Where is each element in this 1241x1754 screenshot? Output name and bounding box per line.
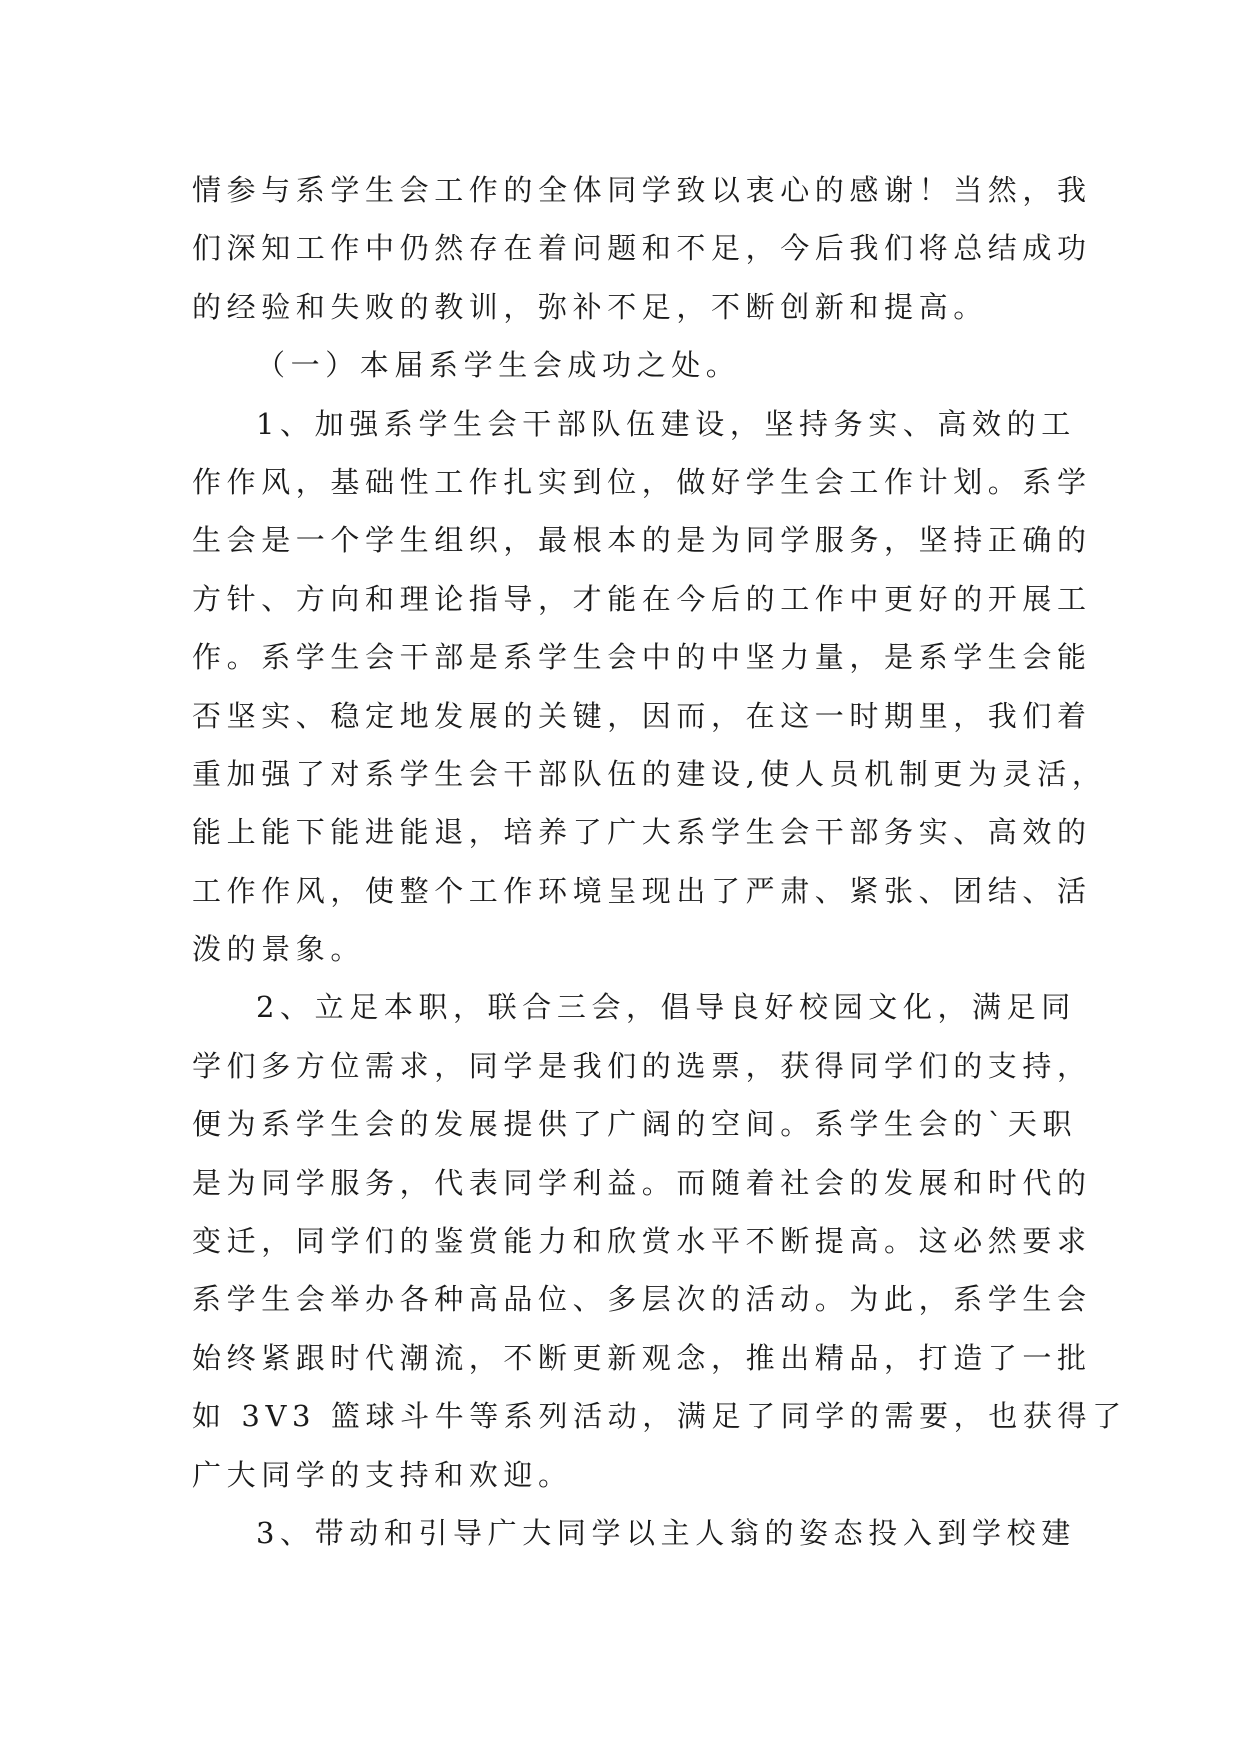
body-line: 泼的景象。 xyxy=(192,932,366,967)
body-line: 的经验和失败的教训，弥补不足，不断创新和提高。 xyxy=(192,289,988,324)
body-line: 始终紧跟时代潮流，不断更新观念，推出精品，打造了一批 xyxy=(192,1340,1092,1375)
body-line: 是为同学服务，代表同学利益。而随着社会的发展和时代的 xyxy=(192,1165,1092,1200)
body-line: 情参与系学生会工作的全体同学致以衷心的感谢！当然，我 xyxy=(192,173,1092,207)
section-heading: （一）本届系学生会成功之处。 xyxy=(256,348,741,383)
body-line: 方针、方向和理论指导，才能在今后的工作中更好的开展工 xyxy=(192,581,1092,616)
paragraph-1-first-line: 1、加强系学生会干部队伍建设，坚持务实、高效的工 xyxy=(256,406,1076,441)
body-line: 便为系学生会的发展提供了广阔的空间。系学生会的`天职 xyxy=(192,1107,1078,1142)
body-line: 们深知工作中仍然存在着问题和不足，今后我们将总结成功 xyxy=(192,231,1092,266)
paragraph-3-first-line: 3、带动和引导广大同学以主人翁的姿态投入到学校建 xyxy=(256,1515,1076,1550)
body-line: 广大同学的支持和欢迎。 xyxy=(192,1457,573,1492)
body-line: 学们多方位需求，同学是我们的选票，获得同学们的支持， xyxy=(192,1048,1092,1083)
body-line: 能上能下能进能退，培养了广大系学生会干部务实、高效的 xyxy=(192,815,1092,850)
body-line: 系学生会举办各种高品位、多层次的活动。为此，系学生会 xyxy=(192,1282,1092,1317)
body-line: 工作作风，使整个工作环境呈现出了严肃、紧张、团结、活 xyxy=(192,873,1092,908)
body-line: 作作风，基础性工作扎实到位，做好学生会工作计划。系学 xyxy=(192,464,1092,499)
body-line: 否坚实、稳定地发展的关键，因而，在这一时期里，我们着 xyxy=(192,698,1092,733)
body-line: 如 3V3 篮球斗牛等系列活动，满足了同学的需要，也获得了 xyxy=(192,1399,1127,1434)
body-line: 作。系学生会干部是系学生会中的中坚力量，是系学生会能 xyxy=(192,640,1092,675)
body-line: 重加强了对系学生会干部队伍的建设,使人员机制更为灵活， xyxy=(192,756,1107,791)
body-line: 变迁，同学们的鉴赏能力和欣赏水平不断提高。这必然要求 xyxy=(192,1224,1092,1259)
document-body xyxy=(192,161,1127,1562)
paragraph-2-first-line: 2、立足本职，联合三会，倡导良好校园文化，满足同 xyxy=(256,990,1076,1025)
body-line: 生会是一个学生组织，最根本的是为同学服务，坚持正确的 xyxy=(192,523,1092,558)
